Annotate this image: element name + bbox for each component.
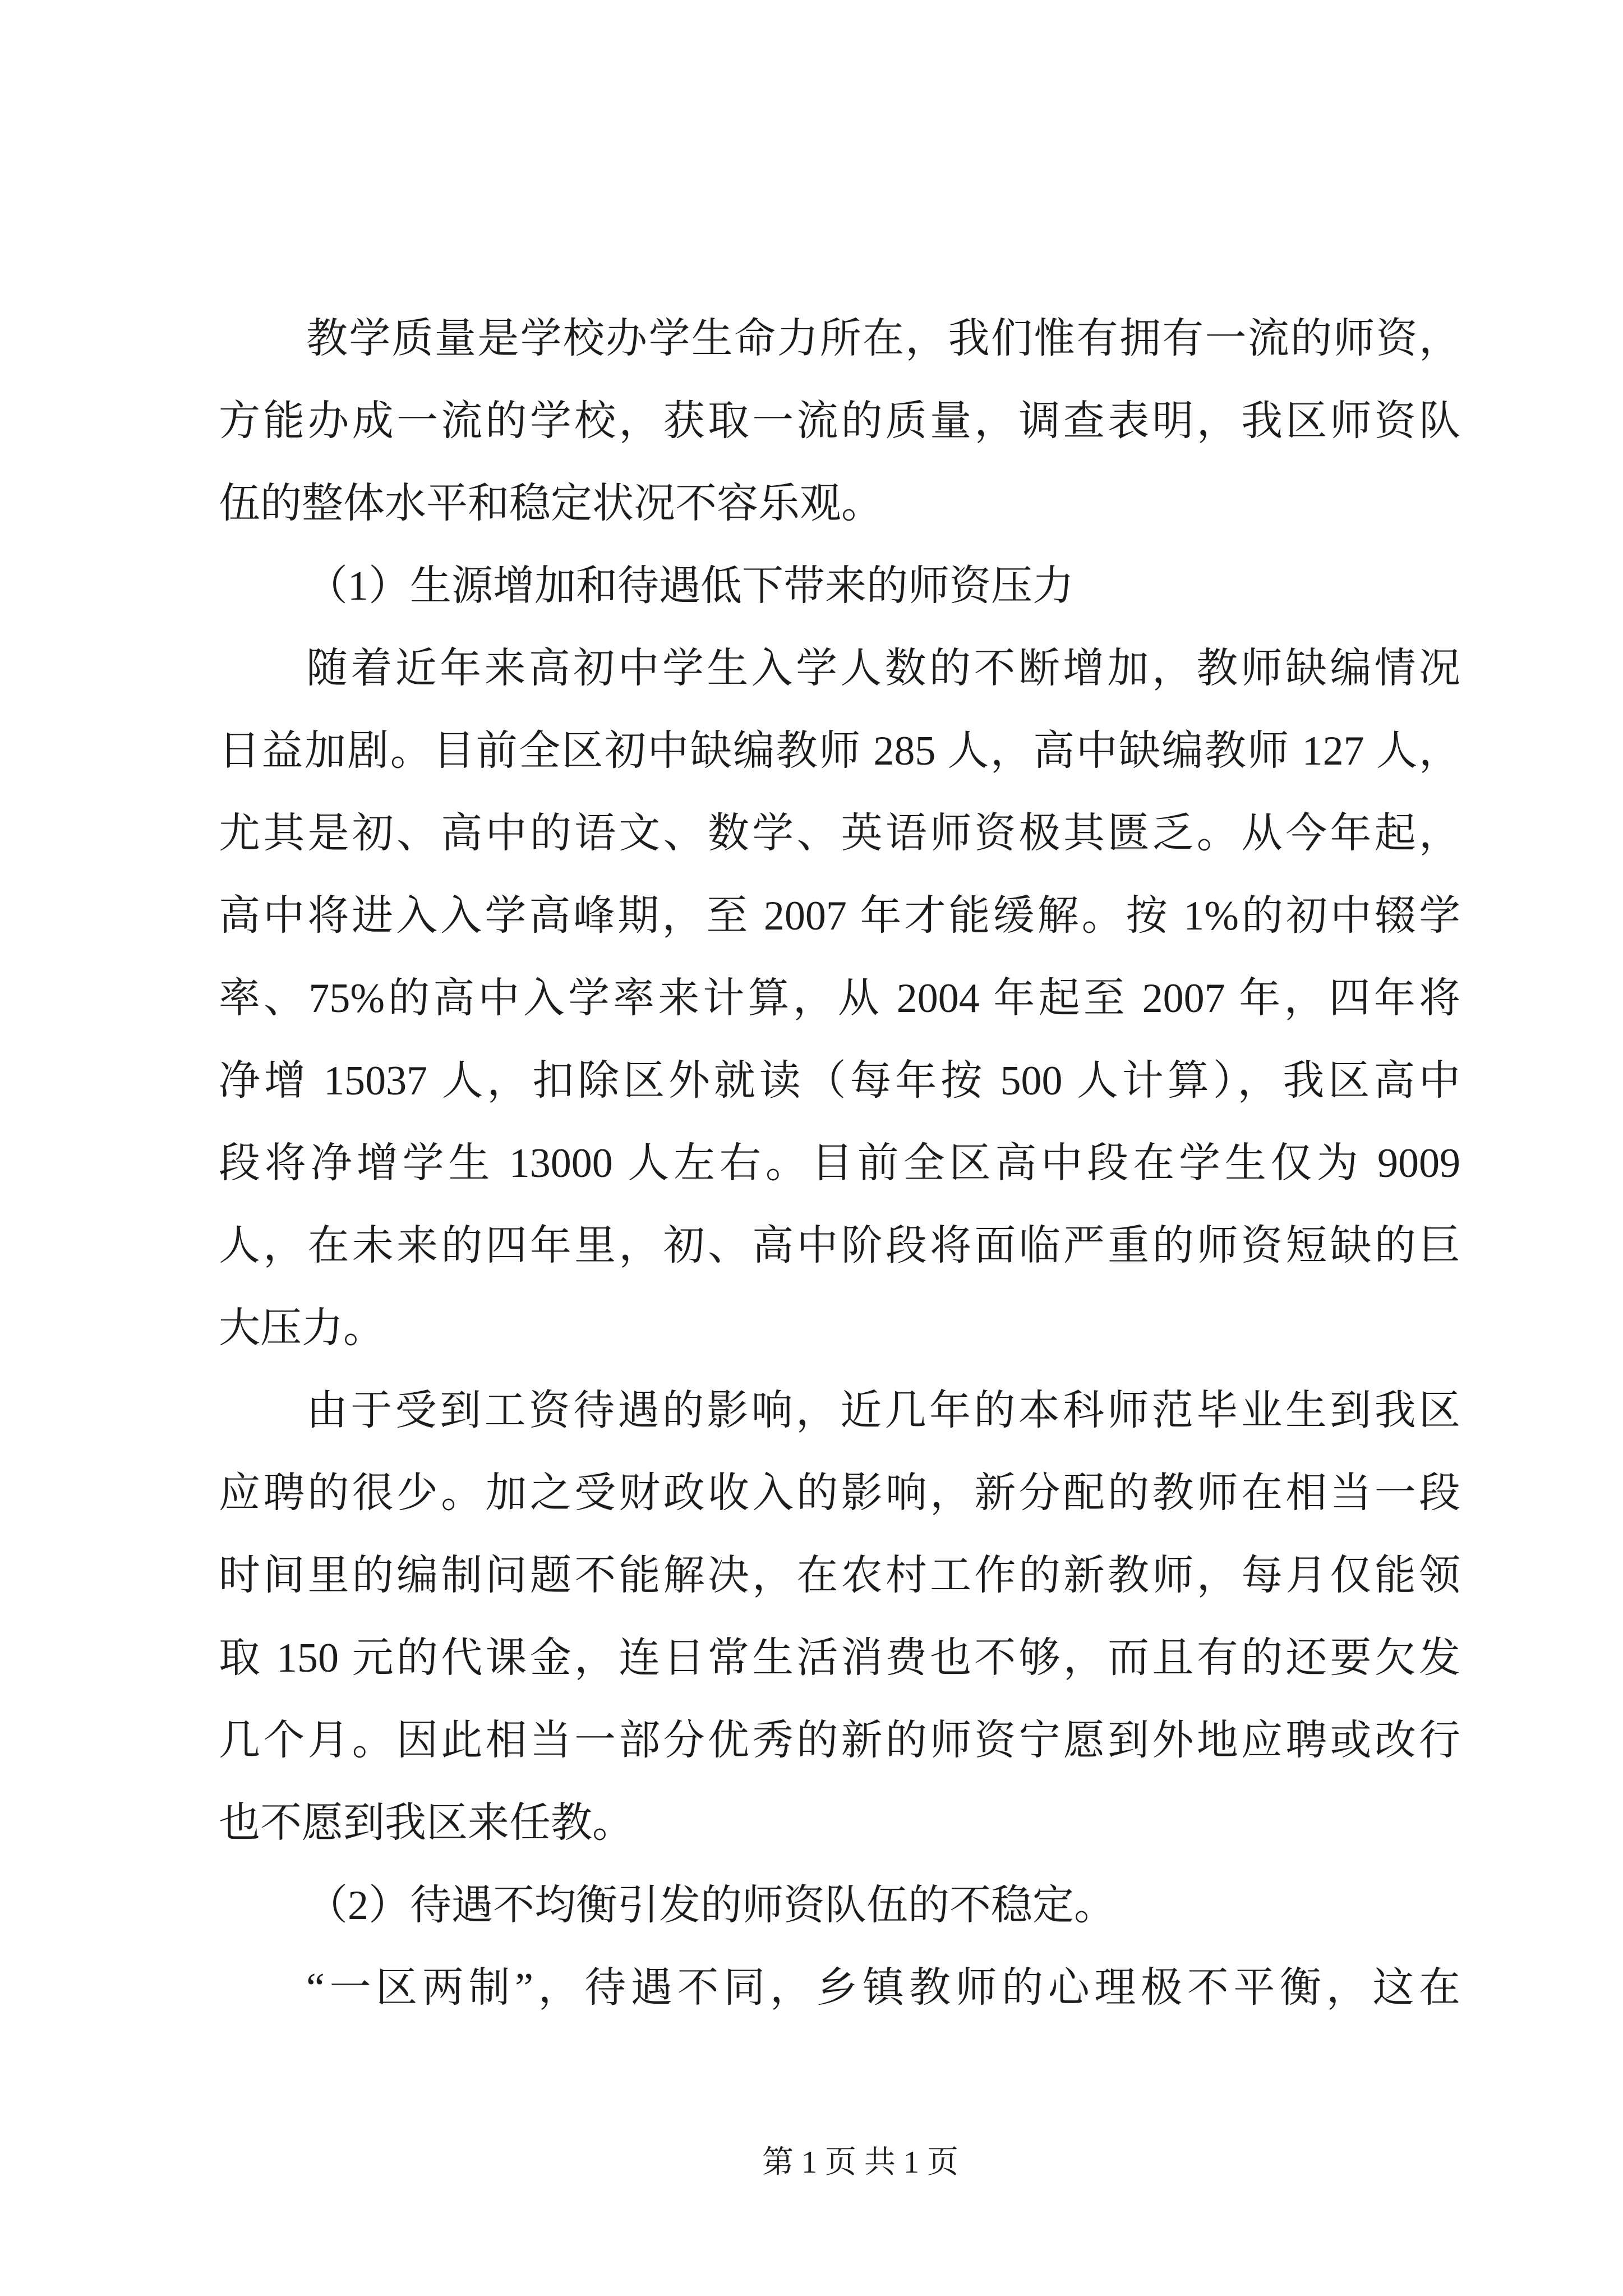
text-line: 伍的整体水平和稳定状况不容乐观。 [219, 481, 883, 527]
section-heading [219, 545, 1460, 628]
section-heading [219, 1865, 1460, 1947]
section-heading-text: （1）生源增加和待遇低下带来的师资压力 [306, 563, 1074, 609]
text-line: 时间里的编制问题不能解决，在农村工作的新教师，每月仅能领 [219, 1553, 1460, 1599]
text-line: “一区两制”，待遇不同，乡镇教师的心理极不平衡，这在 [306, 1965, 1460, 2011]
text-line: 也不愿到我区来任教。 [219, 1800, 634, 1846]
text-line: 取 150 元的代课金，连日常生活消费也不够，而且有的还要欠发 [219, 1635, 1460, 1681]
text-line: 率、75%的高中入学率来计算，从 2004 年起至 2007 年，四年将 [219, 976, 1460, 1022]
text-line: 净增 15037 人，扣除区外就读（每年按 500 人计算），我区高中 [219, 1058, 1460, 1104]
text-line: 随着近年来高初中学生入学人数的不断增加，教师缺编情况 [306, 646, 1460, 692]
text-line: 日益加剧。目前全区初中缺编教师 285 人，高中缺编教师 127 人， [219, 728, 1460, 774]
paragraph [219, 298, 1460, 545]
text-line: 教学质量是学校办学生命力所在，我们惟有拥有一流的师资， [306, 316, 1460, 362]
text-line: 段将净增学生 13000 人左右。目前全区高中段在学生仅为 9009 [219, 1140, 1460, 1186]
page-number-footer: 第 1 页 共 1 页 [762, 2145, 958, 2180]
text-line: 高中将进入入学高峰期，至 2007 年才能缓解。按 1%的初中辍学 [219, 893, 1460, 939]
paragraph [219, 1370, 1460, 1865]
text-line: 由于受到工资待遇的影响，近几年的本科师范毕业生到我区 [306, 1388, 1460, 1434]
paragraph [219, 1947, 1460, 2030]
text-line: 大压力。 [219, 1305, 385, 1351]
text-line: 应聘的很少。加之受财政收入的影响，新分配的教师在相当一段 [219, 1470, 1460, 1516]
paragraph [219, 628, 1460, 1370]
text-line: 几个月。因此相当一部分优秀的新的师资宁愿到外地应聘或改行 [219, 1718, 1460, 1764]
text-line: 尤其是初、高中的语文、数学、英语师资极其匮乏。从今年起， [219, 811, 1460, 857]
text-line: 人，在未来的四年里，初、高中阶段将面临严重的师资短缺的巨 [219, 1223, 1460, 1269]
section-heading-text: （2）待遇不均衡引发的师资队伍的不稳定。 [306, 1883, 1115, 1929]
text-line: 方能办成一流的学校，获取一流的质量，调查表明，我区师资队 [219, 398, 1460, 444]
document-body [219, 298, 1460, 2030]
